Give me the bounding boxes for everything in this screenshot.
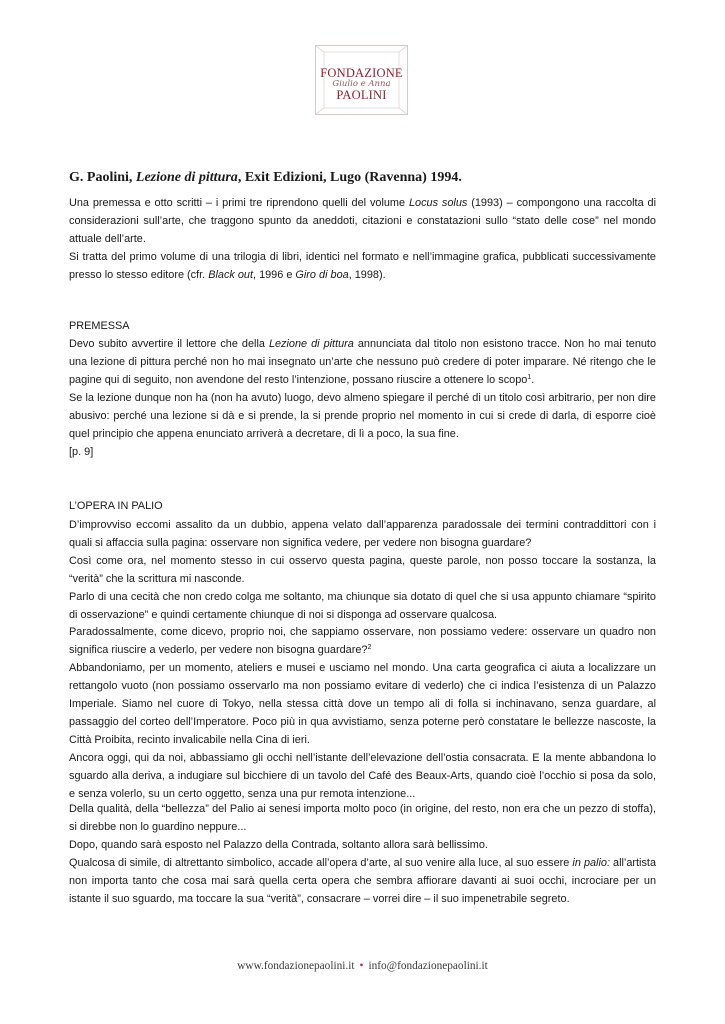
page-footer (0, 960, 725, 972)
premessa-text: Devo subito avvertire il lettore che della (69, 338, 269, 350)
intro-section (69, 195, 656, 285)
heading-book-title: Lezione di pittura (135, 170, 238, 185)
opera-paragraph-4 (69, 624, 656, 660)
footer-email-link[interactable]: info@fondazionepaolini.it (368, 960, 488, 972)
opera-paragraph-7: Della qualità, della “bellezza” del Palio ai senesi importa molto poco (in origine, del resto, non era che un pezzo di stoffa), si direbbe non lo guardino neppure... (69, 803, 656, 833)
heading-publisher: , Exit Edizioni, Lugo (Ravenna) 1994. (237, 170, 462, 185)
intro-paragraph-2 (69, 249, 656, 285)
opera-paragraph-1: D’improvviso eccomi assalito da un dubbio, appena velato dall’apparenza paradossale dei termini contraddittori con i quali si affaccia sulla pagina: osservare non significa vedere, per vedere non bisogna guardare? (69, 519, 656, 549)
premessa-paragraph-2: Se la lezione dunque non ha (non ha avuto) luogo, devo almeno spiegare il perché di un titolo così arbitrario, per non dire abusivo: perché una lezione si dà e si prende, la si prende proprio nel momento in cui si crede di darla, di esporre cioè quel principio che appena enunciato arriverà a decretare, di lì a poco, la sua fine. (69, 391, 656, 440)
footnote-marker-1[interactable]: 1 (527, 373, 532, 381)
intro-text: (1993) – compongono una raccolta di considerazioni sull’arte, che traggono spunto da aneddoti, citazioni e constatazioni sullo “stato delle cose” nel mondo attuale dell’arte. (69, 197, 657, 245)
footer-website-link[interactable]: www.fondazionepaolini.it (237, 960, 355, 972)
premessa-text: annunciata dal titolo non esistono tracce. Non ho mai tenuto una lezione di pittura perché non ho mai insegnato un’arte che nessuno può credere di poter imparare. Né ritengo che le pagine qui di seguito, non avendone del resto l’intenzione, possano riuscire a ottenere lo scopo (69, 338, 657, 386)
intro-book-title: Black out (208, 268, 254, 281)
document-heading (69, 169, 669, 187)
opera-text: Paradossalmente, come dicevo, proprio noi, che sappiamo osservare, non possiamo vedere: osservare un quadro non significa riuscire a vederlo, per vedere non bisogna guardare? (69, 626, 656, 657)
opera-emphasis: in palio: (572, 856, 610, 869)
opera-paragraph-3: Parlo di una cecità che non credo colga me soltanto, ma chiunque sia dotato di quel che si usa appunto chiamare “spirito di osservazione” e quindi certamente chiunque di noi si disponga ad osservare qualcosa. (69, 590, 656, 621)
intro-book-title: Locus solus (408, 197, 468, 209)
page-reference: [p. 9] (69, 446, 94, 458)
intro-text: , 1998). (348, 268, 386, 281)
premessa-book-title: Lezione di pittura (268, 338, 354, 350)
intro-text: Una premessa e otto scritti – i primi tre riprendono quelli del volume (69, 197, 409, 209)
section-title-opera-in-palio: L’OPERA IN PALIO (69, 500, 163, 512)
opera-paragraph-8: Dopo, quando sarà esposto nel Palazzo della Contrada, soltanto allora sarà bellissimo. (69, 838, 488, 851)
intro-paragraph-1 (69, 195, 656, 249)
opera-text: Qualcosa di simile, di altrettanto simbolico, accade all’opera d’arte, al suo venire alla luce, al suo essere (69, 856, 573, 869)
heading-author: G. Paolini, (69, 170, 136, 185)
logo-word-paolini: PAOLINI (336, 88, 387, 102)
opera-paragraph-5: Abbandoniamo, per un momento, ateliers e musei e usciamo nel mondo. Una carta geografica ci aiuta a localizzare un rettangolo vuoto (non possiamo osservarlo ma non possiamo evitare di vederlo) che ci indica l’esistenza di un Palazzo Imperiale. Siamo nel cuore di Tokyo, nella stessa città dove un tempo ali di folla si inchinavano, senza guardare, al passaggio del corteo dell’Imperatore. Poco più in qua avvistiamo, senza poterne però constatare le bellezze nascoste, la Città Proibita, recinto invalicabile nella Cina di ieri. (69, 662, 656, 746)
opera-paragraph-9 (69, 855, 656, 909)
opera-paragraph-2: Così come ora, nel momento stesso in cui osservo questa pagina, queste parole, non posso toccare la sostanza, la “verità” che la scrittura mi nasconde. (69, 554, 656, 585)
intro-text: , 1996 e (253, 268, 296, 281)
foundation-logo (315, 45, 408, 115)
section-title-premessa: PREMESSA (69, 320, 130, 332)
footnote-marker-2[interactable]: 2 (367, 644, 372, 652)
intro-text: Si tratta del primo volume di una trilogia di libri, identici nel formato e nell’immagine grafica, pubblicati successivamente presso lo stesso editore (cfr. (69, 250, 656, 281)
opera-section-part-2 (69, 801, 656, 908)
intro-book-title: Giro di boa (295, 268, 349, 281)
logo-word-fondazione: FONDAZIONE (320, 66, 403, 80)
premessa-text: . (531, 373, 535, 386)
footer-separator: • (359, 960, 364, 972)
opera-paragraph-6: Ancora oggi, qui da noi, abbassiamo gli occhi nell’istante dell’elevazione dell’ostia consacrata. E la mente abbandona lo sguardo alla deriva, a indugiare sul bicchiere di un tavolo del Café des Beaux-Arts, quando cioè l’occhio si posa da solo, e senza volerlo, su un certo oggetto, senza una pur remota intenzione... (69, 751, 656, 800)
opera-section-part-1 (69, 517, 656, 804)
premessa-paragraph-1 (69, 336, 656, 390)
logo-script-signature: Giulio e Anna (332, 79, 391, 89)
opera-text: all’artista non importa tanto che cosa mai sarà quella certa opera che sembra affiorare davanti ai suoi occhi, incrociare per un istante il suo sguardo, ma toccare la sua “verità”, consacrare – vorrei dire – il suo impenetrabile segreto. (69, 856, 657, 905)
premessa-section (69, 336, 656, 443)
